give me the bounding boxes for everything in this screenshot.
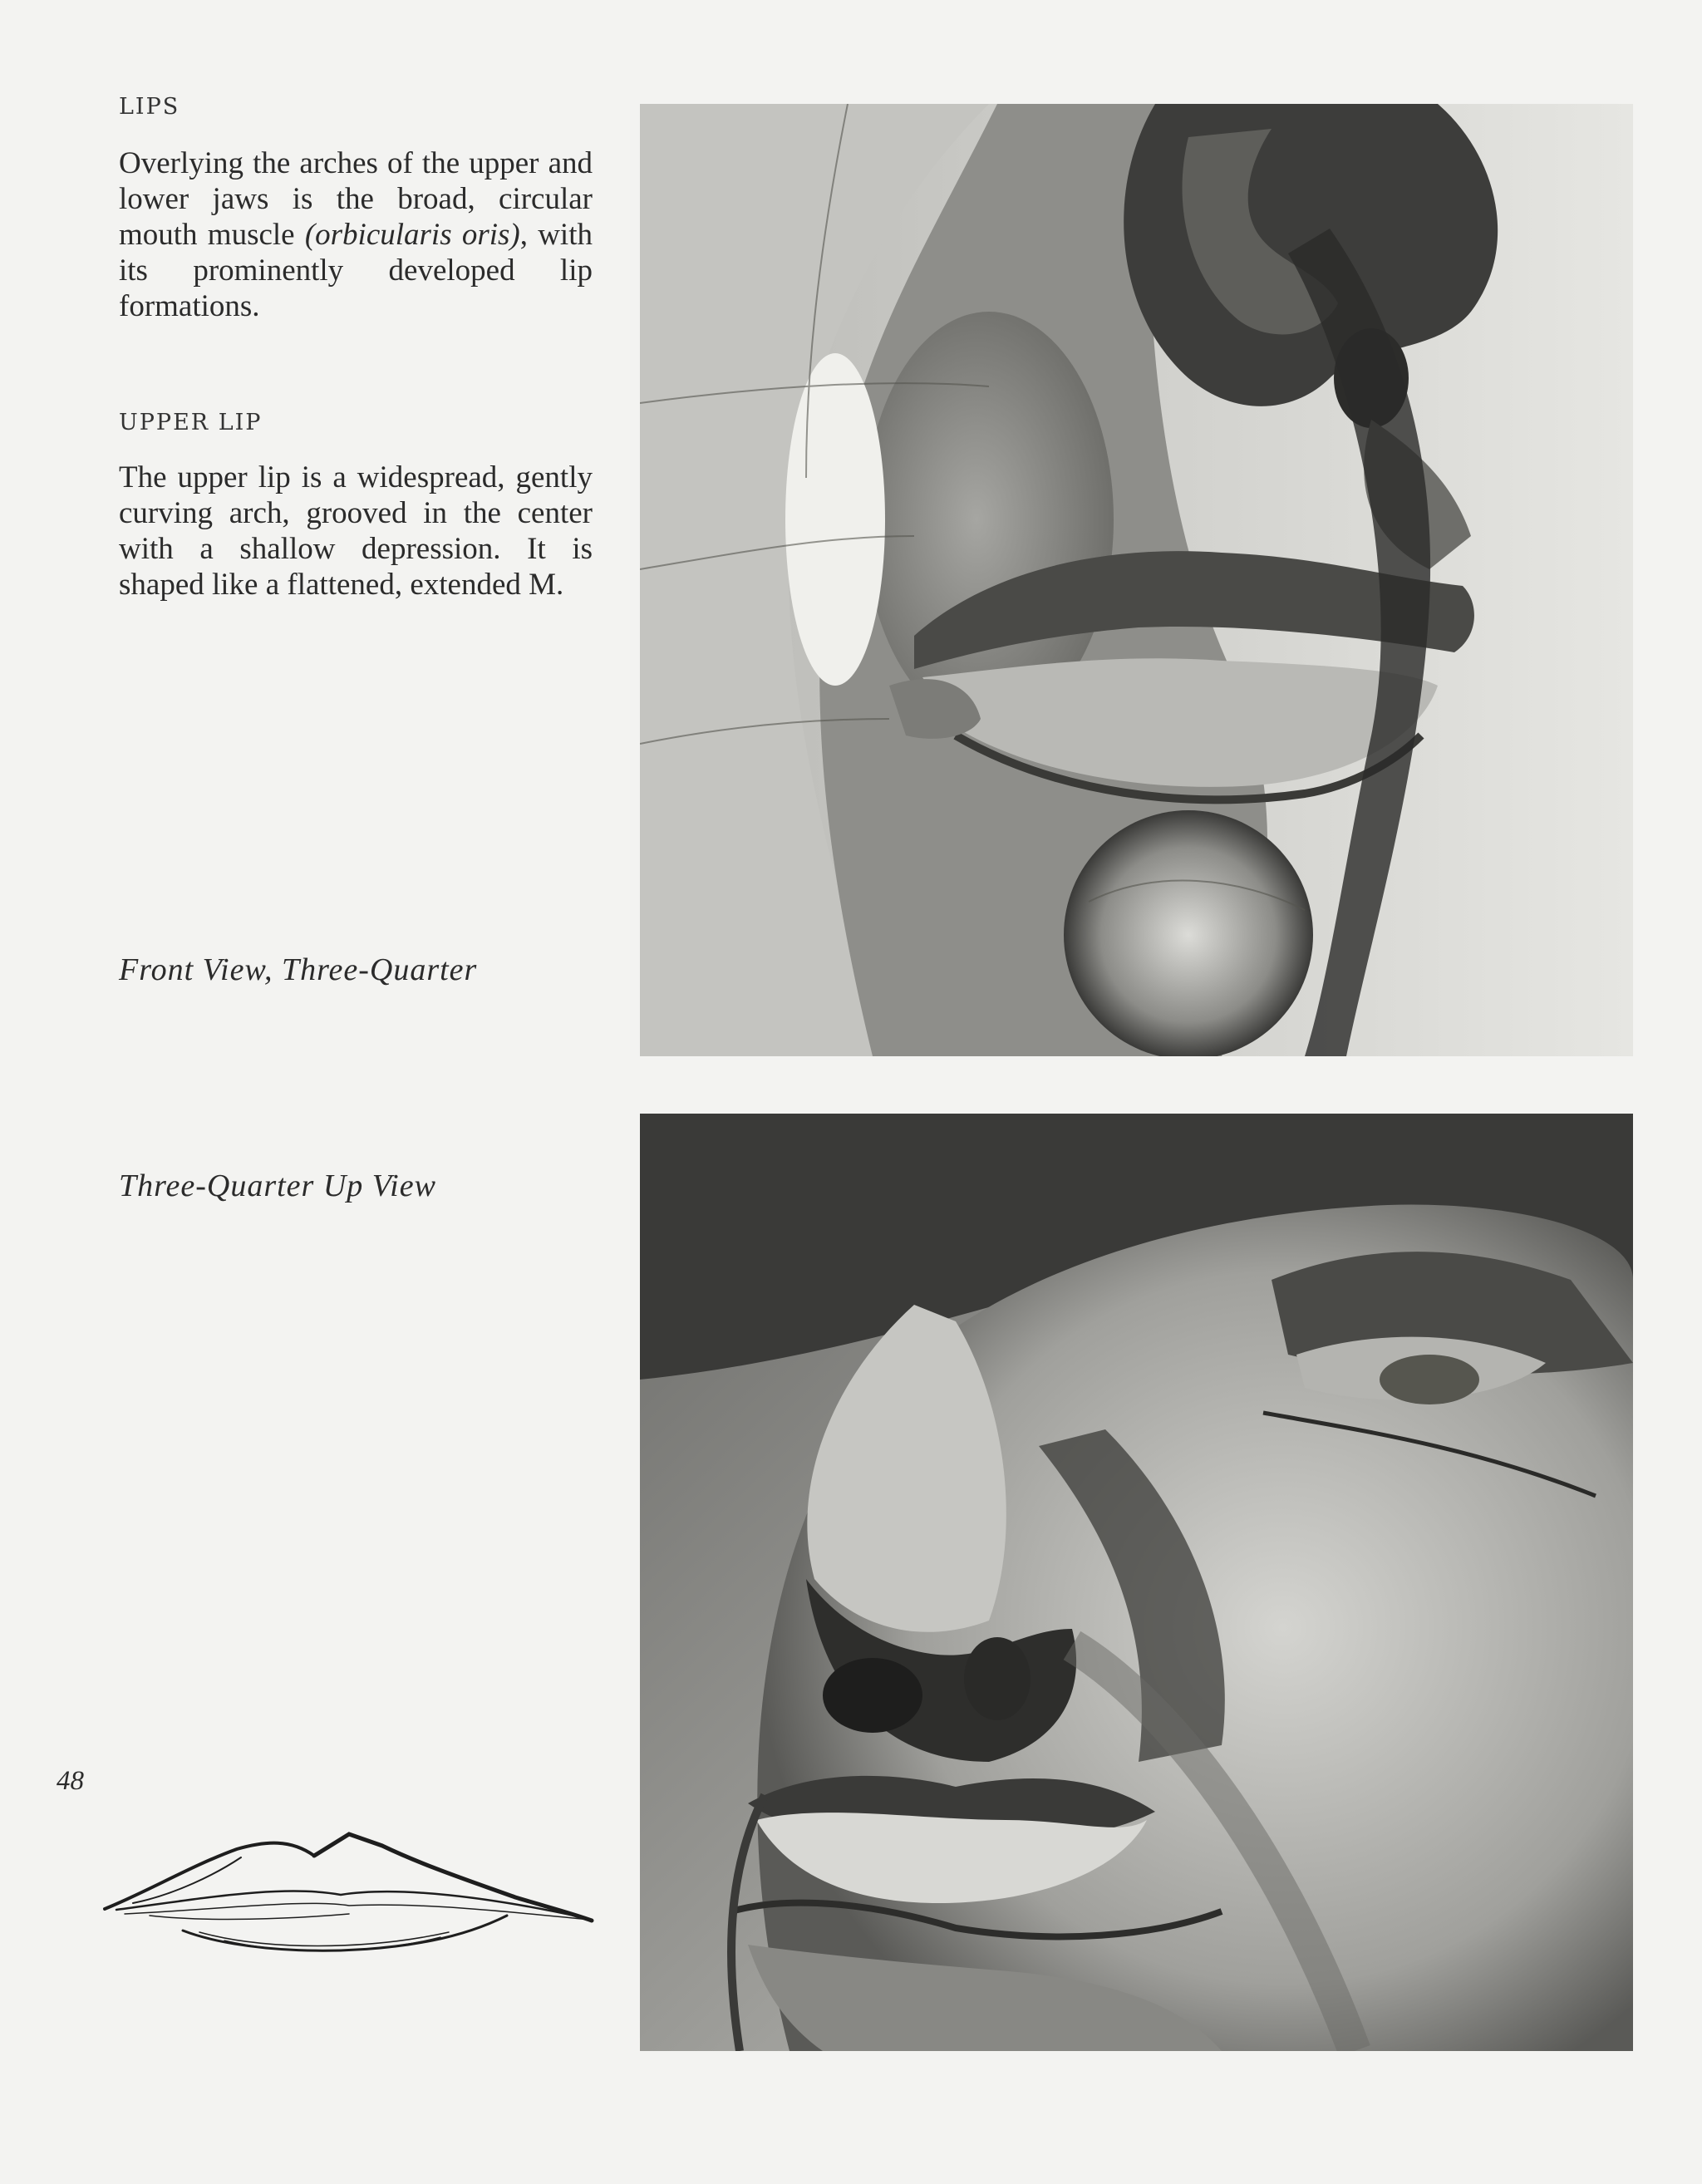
page-number: 48 bbox=[57, 1766, 84, 1796]
front-view-drawing bbox=[640, 104, 1633, 1056]
latin-term: (orbicularis oris) bbox=[304, 218, 520, 252]
lips-text-before: Overlying the arches of the upper and lower jaws is the broad, circular mouth muscle bbox=[119, 146, 593, 252]
upper-lip-paragraph: The upper lip is a widespread, gently curving arch, grooved in the center with a shallow depression. It is shaped like a flattened, extended M. bbox=[119, 460, 593, 602]
up-view-drawing bbox=[640, 1114, 1633, 2051]
m-formation-sketch bbox=[100, 1816, 598, 1957]
caption-up-view: Three-Quarter Up View bbox=[119, 1168, 436, 1203]
lips-heading: LIPS bbox=[119, 94, 180, 120]
upper-lip-heading: UPPER LIP bbox=[119, 410, 263, 435]
lips-paragraph bbox=[119, 145, 593, 324]
caption-front-view: Front View, Three-Quarter bbox=[119, 952, 478, 987]
lips-text-after: , with its prominently developed lip formations. bbox=[119, 218, 593, 323]
